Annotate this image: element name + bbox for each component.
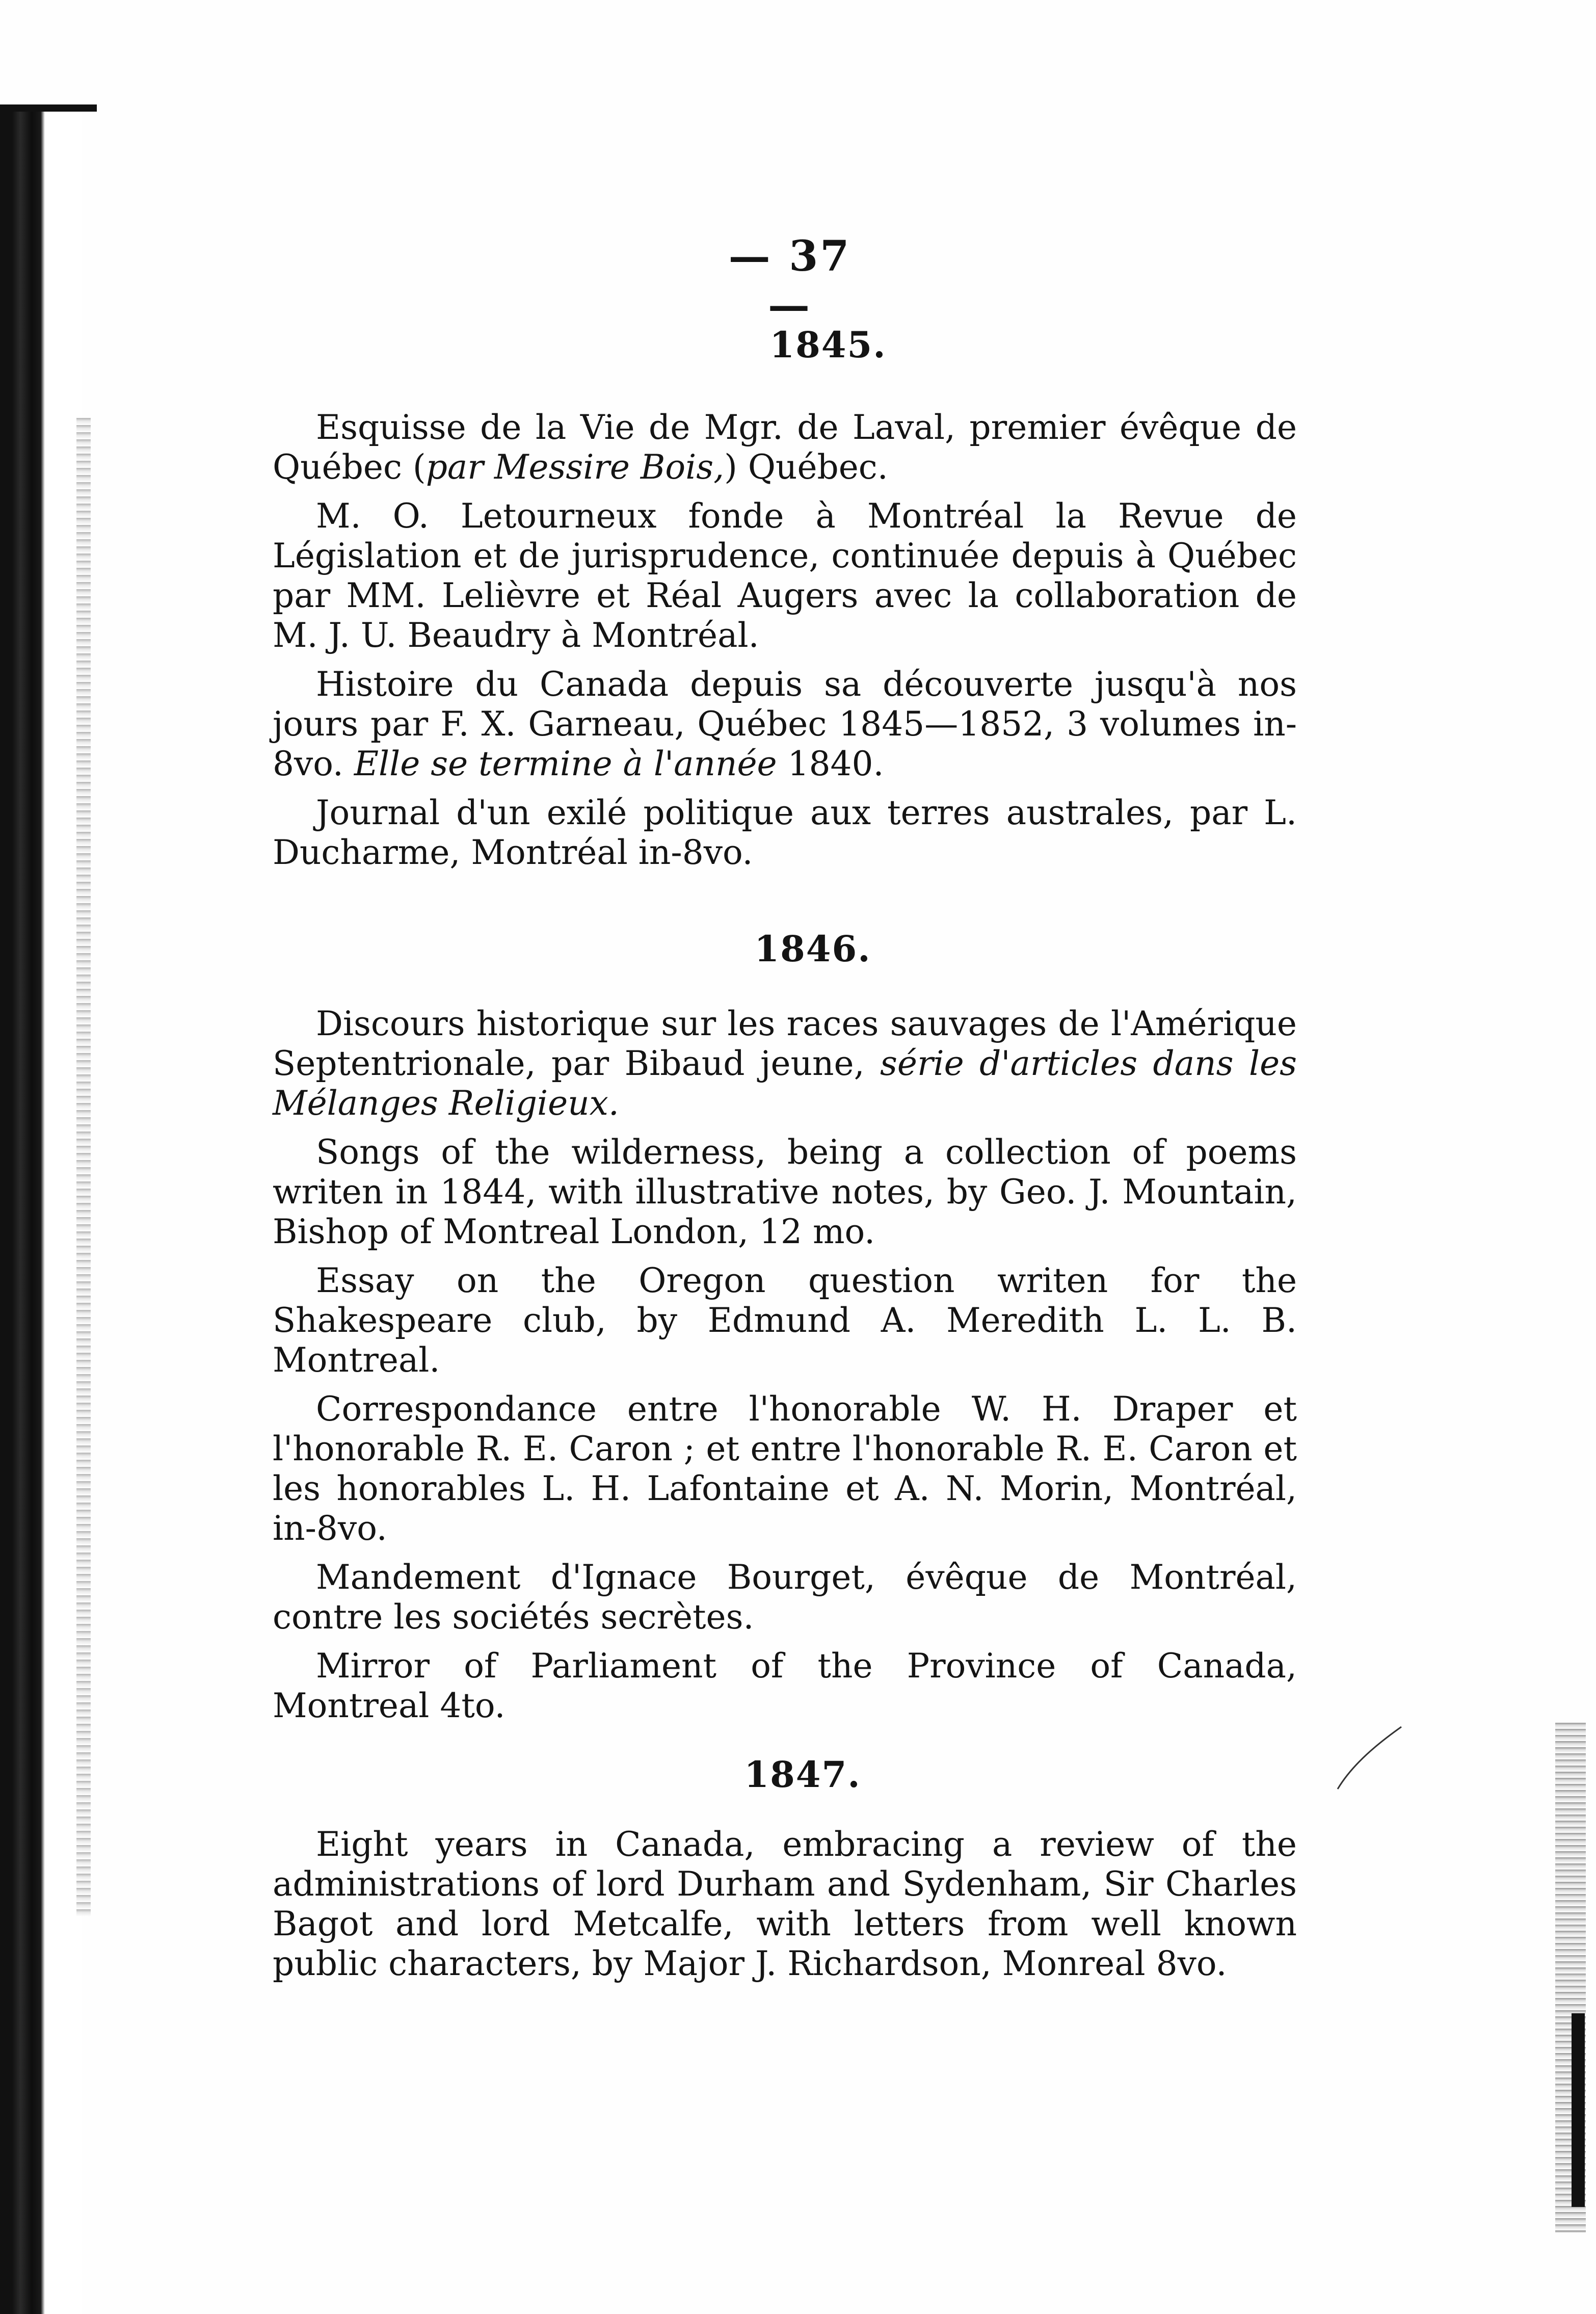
bibliography-entry: Essay on the Oregon question writen for the Shakespeare club, by Edmund A. Meredith L. L. B. Montreal. [273,1261,1297,1380]
section-year-1846: 1846. [754,928,871,970]
entries-1845 [273,408,1297,882]
entries-1846 [273,1004,1297,1735]
bibliography-entry: Mandement d'Ignace Bourget, évêque de Montréal, contre les sociétés secrètes. [273,1558,1297,1637]
bibliography-entry: Discours historique sur les races sauvages de l'Amérique Septentrionale, par Bibaud jeune, série d'articles dans les Mélanges Religieux. [273,1004,1297,1123]
bibliography-entry: Esquisse de la Vie de Mgr. de Laval, premier évêque de Québec (par Messire Bois,) Québec. [273,408,1297,487]
section-year-1847: 1847. [744,1753,861,1796]
bibliography-entry: Eight years in Canada, embracing a review of the administrations of lord Durham and Sydenham, Sir Charles Bagot and lord Metcalfe, with letters from well known public characters, by Major J. Richardson, Monreal 8vo. [273,1825,1297,1983]
section-year-1845: 1845. [769,324,887,366]
page-number: — 37 — [728,232,852,330]
book-spine-shadow [0,104,82,2314]
entries-1847 [273,1825,1297,1993]
bibliography-entry: Journal d'un exilé politique aux terres australes, par L. Ducharme, Montréal in-8vo. [273,793,1297,872]
bibliography-entry: M. O. Letourneux fonde à Montréal la Revue de Législation et de jurisprudence, continuée depuis à Québec par MM. Lelièvre et Réal Augers avec la collaboration de M. J. U. Beaudry à Montréal. [273,496,1297,655]
bibliography-entry: Correspondance entre l'honorable W. H. Draper et l'honorable R. E. Caron ; et entre l'honorable R. E. Caron et les honorables L. H. Lafontaine et A. N. Morin, Montréal, in-8vo. [273,1389,1297,1548]
bibliography-entry: Mirror of Parliament of the Province of Canada, Montreal 4to. [273,1646,1297,1725]
bibliography-entry: Histoire du Canada depuis sa découverte jusqu'à nos jours par F. X. Garneau, Québec 1845—1852, 3 volumes in-8vo. Elle se termine à l'année 1840. [273,665,1297,783]
spine-scan-artifact [76,418,91,1916]
stray-pen-mark [1333,1723,1404,1794]
spine-top-edge [0,104,97,112]
bibliography-entry: Songs of the wilderness, being a collection of poems writen in 1844, with illustrative notes, by Geo. J. Mountain, Bishop of Montreal London, 12 mo. [273,1133,1297,1251]
right-edge-dark-bar [1572,2013,1585,2207]
